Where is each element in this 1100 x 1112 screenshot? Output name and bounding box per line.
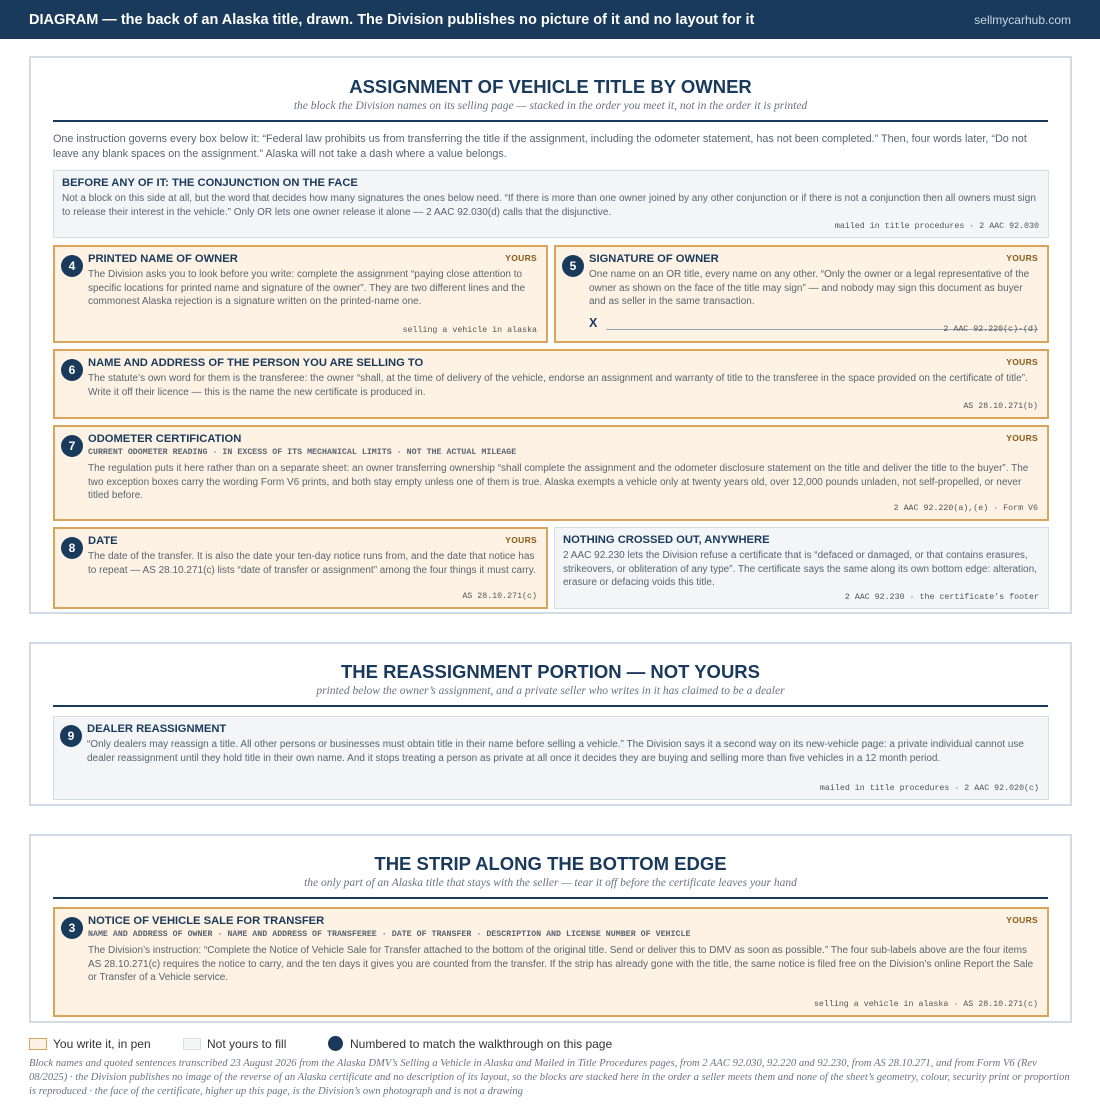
block-source: 2 AAC 92.220(a),(e) · Form V6 <box>893 504 1038 513</box>
block-source: 2 AAC 92.230 · the certificate’s footer <box>844 593 1039 602</box>
block-text: The regulation puts it here rather than on a separate sheet: an owner transferring ownership “shall complete the assignment and the odometer disclosure statement on the title and deliver the title to the buyer”. The two exception boxes carry the wording Form V6 prints, and both stay empty unless one of them is true. Alaska exempts a vehicle only at twenty years old, over 12,000 pounds unladen, not self-propelled, or never titled before. <box>88 463 1029 502</box>
block-heading: PRINTED NAME OF OWNER <box>88 253 238 265</box>
title-rule <box>53 120 1048 122</box>
step-number: 6 <box>61 359 83 381</box>
assignment-subtitle: the block the Division names on its selling page — stacked in the order you meet it, not in the order it is printed <box>293 100 808 112</box>
no-alterations-block <box>554 527 1049 609</box>
block-source: mailed in title procedures · 2 AAC 92.030 <box>834 222 1039 231</box>
notice-of-sale-block <box>53 907 1049 1017</box>
yours-tag: YOURS <box>1006 433 1038 443</box>
title-rule <box>53 897 1048 899</box>
legend-label: Numbered to match the walkthrough on this page <box>350 1036 613 1051</box>
block-text: The Division asks you to look before you write: complete the assignment “paying close attention to specific locations for printed name and signature of the owner”. They are two different lines and the commonest Alaska rejection is a signature written on the printed-name one. <box>88 269 526 308</box>
block-heading: NOTHING CROSSED OUT, ANYWHERE <box>563 534 770 546</box>
odometer-block <box>53 425 1049 521</box>
block-source: mailed in title procedures · 2 AAC 92.020(c) <box>819 784 1039 793</box>
diagram-title: DIAGRAM — the back of an Alaska title, drawn. The Division publishes no picture of it and no layout for it <box>29 12 755 28</box>
block-heading: DATE <box>88 535 118 547</box>
block-heading: NAME AND ADDRESS OF THE PERSON YOU ARE SELLING TO <box>88 357 424 369</box>
block-text: 2 AAC 92.230 lets the Division refuse a certificate that is “defaced or damaged, or that contains erasures, strikeovers, or obliteration of any type”. The certificate says the same along its own bottom edge: alteration, erasure or defacing voids this title. <box>563 550 1037 589</box>
bottom-strip-panel <box>29 834 1072 1023</box>
legend-numbered <box>328 1036 612 1051</box>
yours-swatch <box>29 1038 47 1050</box>
assignment-panel <box>29 56 1072 614</box>
legend-yours <box>29 1036 151 1051</box>
block-source: 2 AAC 92.220(c)-(d) <box>943 325 1038 334</box>
block-source: selling a vehicle in alaska <box>402 326 537 335</box>
reassignment-panel <box>29 642 1072 806</box>
block-text: Not a block on this side at all, but the word that decides how many signatures the ones below need. “If there is more than one owner joined by any other conjunction or if there is not a conjunction then all owners must sign to release their interest in the vehicle.” Only OR lets one owner release it alone — 2 AAC 92.030(d) calls that the disjunctive. <box>62 193 1036 218</box>
title-rule <box>53 705 1048 707</box>
block-heading: DEALER REASSIGNMENT <box>87 723 227 735</box>
signature-block <box>554 245 1049 343</box>
legend-label: You write it, in pen <box>53 1036 151 1051</box>
legend-label: Not yours to fill <box>207 1036 287 1051</box>
step-number: 3 <box>61 917 83 939</box>
yours-tag: YOURS <box>1006 253 1038 263</box>
block-source: selling a vehicle in alaska · AS 28.10.271(c) <box>813 1000 1038 1009</box>
yours-tag: YOURS <box>505 253 537 263</box>
step-number: 9 <box>60 725 82 747</box>
assignment-title: ASSIGNMENT OF VEHICLE TITLE BY OWNER <box>349 76 752 97</box>
block-text: The statute’s own word for them is the transferee: the owner “shall, at the time of delivery of the vehicle, endorse an assignment and warranty of title to the transferee in the space provided on the certificate of title”. Write it off their licence — this is the name the new certificate is produced in. <box>88 373 1028 398</box>
step-number: 8 <box>61 537 83 559</box>
block-text: The Division’s instruction: “Complete the Notice of Vehicle Sale for Transfer attached to the bottom of the original title. Send or deliver this to DMV as soon as possible.” The four sub-labels above are the four items AS 28.10.271(c) requires the notice to carry, and the ten days it gives you are counted from the transfer. If the strip has already gone with the title, the same notice is filed free on the Division’s online Report the Sale or Transfer of a Vehicle service. <box>88 945 1034 984</box>
block-heading: BEFORE ANY OF IT: THE CONJUNCTION ON THE FACE <box>62 177 358 189</box>
yours-tag: YOURS <box>1006 915 1038 925</box>
not-yours-swatch <box>183 1038 201 1050</box>
date-block <box>53 527 548 609</box>
block-text: “Only dealers may reassign a title. All other persons or businesses must obtain title in their name before selling a vehicle.” The Division says it a second way on its new-vehicle page: a private individual cannot use dealer reassignment until they hold title in their own name. And it stops treating a person as private at all once it decides they are buying and selling more than five vehicles in a 12 month period. <box>87 739 1024 764</box>
step-number: 5 <box>562 255 584 277</box>
step-number: 4 <box>61 255 83 277</box>
legend-not-yours <box>183 1036 286 1051</box>
block-heading: SIGNATURE OF OWNER <box>589 253 719 265</box>
block-source: AS 28.10.271(c) <box>462 592 537 601</box>
block-sublabels: CURRENT ODOMETER READING · IN EXCESS OF ITS MECHANICAL LIMITS · NOT THE ACTUAL MILEAGE <box>88 448 517 457</box>
header-bar <box>0 0 1100 39</box>
site-link[interactable]: sellmycarhub.com <box>974 13 1071 27</box>
block-text: The date of the transfer. It is also the date your ten-day notice runs from, and the date that notice has to repeat — AS 28.10.271(c) lists “date of transfer or assignment” among the four things it must carry. <box>88 551 536 576</box>
assignment-intro: One instruction governs every box below it: “Federal law prohibits us from transferring the title if the assignment, including the odometer statement, has not been completed.” Then, four words later, “Do not leave any blank spaces on the assignment.” Alaska will not take a dash where a value belongs. <box>53 133 1027 160</box>
footnote: Block names and quoted sentences transcribed 23 August 2026 from the Alaska DMV’s Selling a Vehicle in Alaska and Mailed in Title Procedures pages, from 2 AAC 92.030, 92.220 and 92.230, from AS 28.10.271, and from Form V6 (Rev 08/2025) · the Division publishes no image of the reverse of an Alaska certificate and no description of its layout, so the blocks are stacked here in the order a seller meets them and none of the sheet’s geometry, colour, security print or proportion is reproduced · the face of the certificate, higher up this page, is the Division’s own photograph and is not a drawing <box>29 1058 1070 1097</box>
block-source: AS 28.10.271(b) <box>963 402 1038 411</box>
buyer-block <box>53 349 1049 419</box>
printed-name-block <box>53 245 548 343</box>
block-text: One name on an OR title, every name on any other. “Only the owner or a legal representative of the owner as shown on the face of the title may sign” — and nobody may sign this document as buyer and as seller in the same transaction. <box>589 269 1030 308</box>
number-circle-icon <box>328 1036 343 1051</box>
reassignment-title: THE REASSIGNMENT PORTION — NOT YOURS <box>340 661 761 682</box>
strip-title: THE STRIP ALONG THE BOTTOM EDGE <box>374 853 727 874</box>
signature-x-mark: X <box>589 316 598 330</box>
strip-subtitle: the only part of an Alaska title that stays with the seller — tear it off before the certificate leaves your hand <box>304 877 797 889</box>
conjunction-block <box>53 170 1049 238</box>
dealer-reassignment-block <box>53 716 1049 800</box>
yours-tag: YOURS <box>505 535 537 545</box>
block-heading: NOTICE OF VEHICLE SALE FOR TRANSFER <box>88 915 325 927</box>
step-number: 7 <box>61 435 83 457</box>
yours-tag: YOURS <box>1006 357 1038 367</box>
block-sublabels: NAME AND ADDRESS OF OWNER · NAME AND ADDRESS OF TRANSFEREE · DATE OF TRANSFER · DESCRIPTION AND LICENSE NUMBER OF VEHICLE <box>88 930 691 939</box>
reassignment-subtitle: printed below the owner’s assignment, and a private seller who writes in it has claimed to be a dealer <box>316 685 785 697</box>
block-heading: ODOMETER CERTIFICATION <box>88 433 242 445</box>
